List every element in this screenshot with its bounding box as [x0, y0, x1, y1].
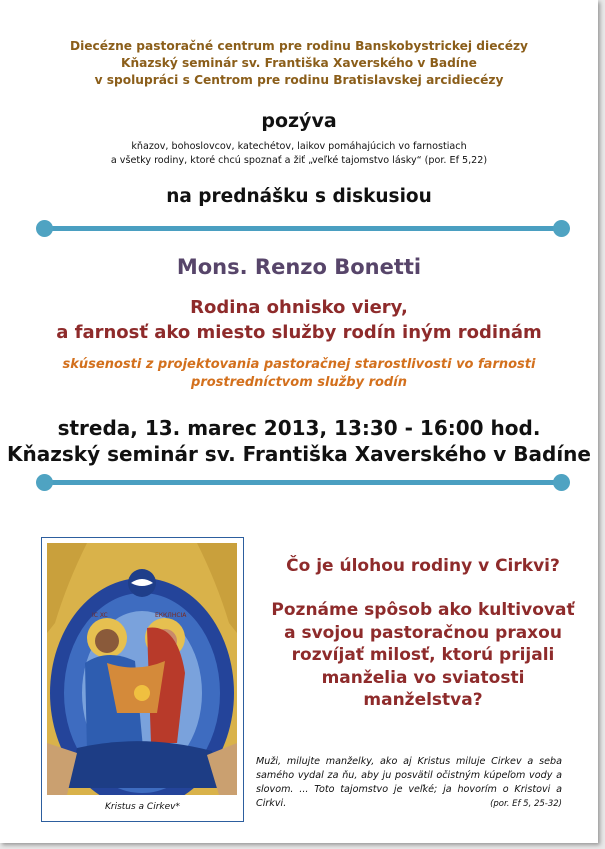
- icon-image-frame: [41, 537, 244, 822]
- statement-text: [258, 599, 588, 712]
- divider-dot-left: [36, 474, 53, 491]
- subtitle-line: prostredníctvom služby rodín: [191, 375, 407, 390]
- subtitle-line: skúsenosti z projektovania pastoračnej starostlivosti vo farnosti: [62, 357, 536, 372]
- event-datetime: streda, 13. marec 2013, 13:30 - 16:00 hod.: [57, 416, 541, 440]
- organizer-line: Diecézne pastoračné centrum pre rodinu Banskobystrickej diecézy: [69, 39, 529, 53]
- question-heading: Čo je úlohou rodiny v Cirkvi?: [286, 556, 560, 576]
- lecture-subtitle: [0, 356, 598, 392]
- divider-dot-right: [553, 220, 570, 237]
- organizers-header: [0, 38, 598, 89]
- event-details: [0, 415, 598, 467]
- icon-inscription-right: ЕККЛНСІА: [155, 612, 187, 619]
- scripture-quote: [256, 755, 562, 811]
- audience-line: kňazov, bohoslovcov, katechétov, laikov pomáhajúcich vo farnostiach: [131, 141, 467, 152]
- statement-line: manželia vo sviatosti: [321, 667, 525, 688]
- title-line: a farnosť ako miesto služby rodín iným rodinám: [56, 322, 542, 343]
- organizer-line: Kňazský seminár sv. Františka Xaverského v Badíne: [121, 56, 477, 70]
- audience-line: a všetky rodiny, ktoré chcú spoznať a žiť „veľké tajomstvo lásky“ (por. Ef 5,22): [110, 155, 488, 166]
- divider-bar: [44, 480, 562, 485]
- quote-reference: (por. Ef 5, 25-32): [490, 799, 562, 809]
- bottom-divider: [36, 473, 570, 493]
- statement-line: manželstva?: [363, 690, 483, 710]
- organizer-line: v spolupráci s Centrom pre rodinu Bratislavskej arcidiecézy: [94, 73, 504, 87]
- quote-text: Muži, milujte manželky, ako aj Kristus miluje Cirkev a seba samého vydal za ňu, aby ju posvätil očistným kúpeľom vody a slovom. ... Toto tajomstvo je veľké; ja hovorím o Kristovi a Cirkvi.: [256, 756, 562, 809]
- icon-painting: [47, 543, 237, 795]
- top-divider: [36, 219, 570, 239]
- divider-bar: [44, 226, 562, 231]
- statement-line: Poznáme spôsob ako kultivovať: [271, 600, 575, 620]
- icon-inscription-left: IC XC: [92, 612, 108, 619]
- statement-line: rozvíjať milosť, ktorú prijali: [291, 645, 555, 665]
- event-place: Kňazský seminár sv. Františka Xaverského v Badíne: [6, 442, 591, 466]
- invites-heading: pozýva: [261, 110, 337, 132]
- audience-text: [0, 140, 598, 168]
- speaker-name: Mons. Renzo Bonetti: [176, 255, 422, 279]
- lecture-title: [0, 295, 598, 345]
- lecture-type: na prednášku s diskusiou: [166, 186, 432, 207]
- statement-line: a svojou pastoračnou praxou: [284, 622, 562, 643]
- image-caption: Kristus a Cirkev*: [104, 802, 180, 812]
- title-line: Rodina ohnisko viery,: [190, 297, 408, 318]
- divider-dot-left: [36, 220, 53, 237]
- divider-dot-right: [553, 474, 570, 491]
